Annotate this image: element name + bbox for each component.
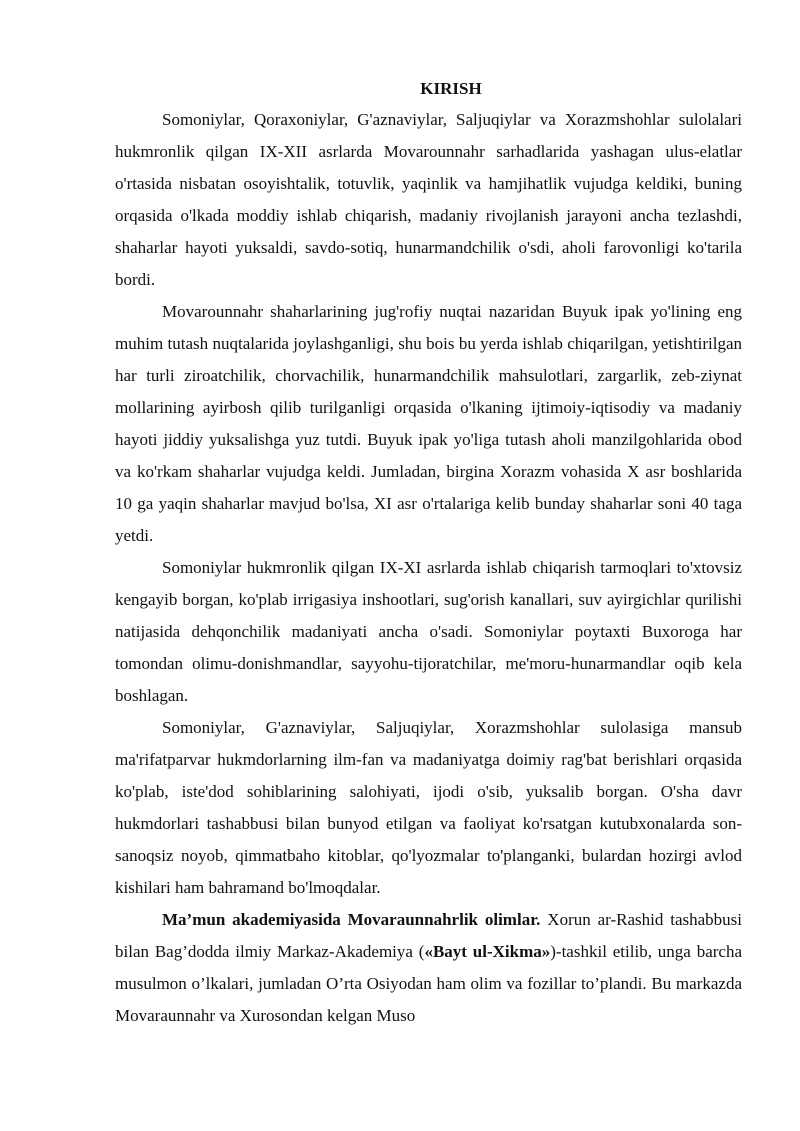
paragraph-5-text-1: Xorun ar-Rashid tashabbusi bilan Bag’dodda ilmiy Markaz-Akademiya (	[115, 910, 742, 961]
document-page	[115, 74, 742, 1032]
paragraph-4: Somoniylar, G'aznaviylar, Saljuqiylar, Xorazmshohlar sulolasiga mansub ma'rifatparvar hukmdorlarning ilm-fan va madaniyatga doimiy rag'bat berishlari orqasida ko'plab, iste'dod sohiblarining salohiyati, ijodi o'sib, yuksalib borgan. O'sha davr hukmdorlari tashabbusi bilan bunyod etilgan va faoliyat ko'rsatgan kutubxonalarda son-sanoqsiz noyob, qimmatbaho kitoblar, qo'lyozmalar to'planganki, bulardan hozirgi avlod kishilari ham bahramand bo'lmoqdalar.	[115, 718, 742, 897]
paragraph-3: Somoniylar hukmronlik qilgan IX-XI asrlarda ishlab chiqarish tarmoqlari to'xtovsiz kengayib borgan, ko'plab irrigasiya inshootlari, sug'orish kanallari, suv ayirgichlar qurilishi natijasida dehqonchilik madaniyati ancha o'sadi. Somoniylar poytaxti Buxoroga har tomondan olimu-donishmandlar, sayyohu-tijoratchilar, me'moru-hunarmandlar oqib kela boshlagan.	[115, 558, 742, 705]
paragraph-5-text-2: )-tashkil etilib, unga barcha musulmon o’lkalari, jumladan O’rta Osiyodan ham olim va fozillar to’plandi. Bu markazda Movaraunnahr va Xurosondan kelgan Muso	[115, 942, 742, 1025]
paragraph-2: Movarounnahr shaharlarining jug'rofiy nuqtai nazaridan Buyuk ipak yo'lining eng muhim tutash nuqtalarida joylashganligi, shu bois bu yerda ishlab chiqarilgan, yetishtirilgan har turli ziroatchilik, chorvachilik, hunarmandchilik mahsulotlari, zargarlik, zeb-ziynat mollarining ayirbosh qilib turilganligi orqasida o'lkaning ijtimoiy-iqtisodiy va madaniy hayoti jiddiy yuksalishga yuz tutdi. Buyuk ipak yo'liga tutash aholi manzilgohlarida obod va ko'rkam shaharlar vujudga keldi. Jumladan, birgina Xorazm vohasida X asr boshlarida 10 ga yaqin shaharlar mavjud bo'lsa, XI asr o'rtalariga kelib bunday shaharlar soni 40 taga yetdi.	[115, 302, 742, 545]
paragraph-1: Somoniylar, Qoraxoniylar, G'aznaviylar, Saljuqiylar va Xorazmshohlar sulolalari hukmronlik qilgan IX-XII asrlarda Movarounnahr sarhadlarida yashagan ulus-elatlar o'rtasida nisbatan osoyishtalik, totuvlik, yaqinlik va hamjihatlik vujudga keldiki, buning orqasida o'lkada moddiy ishlab chiqarish, madaniy rivojlanish jarayoni ancha tezlashdi, shaharlar hayoti yuksaldi, savdo-sotiq, hunarmandchilik o'sdi, aholi farovonligi ko'tarila bordi.	[115, 110, 742, 289]
paragraph-5	[115, 904, 742, 1032]
section-heading: Ma’mun akademiyasida Movaraunnahrlik olimlar.	[162, 910, 541, 929]
page-title: KIRISH	[420, 79, 482, 98]
bayt-ul-xikma-term: «Bayt ul-Xikma»	[424, 942, 551, 961]
